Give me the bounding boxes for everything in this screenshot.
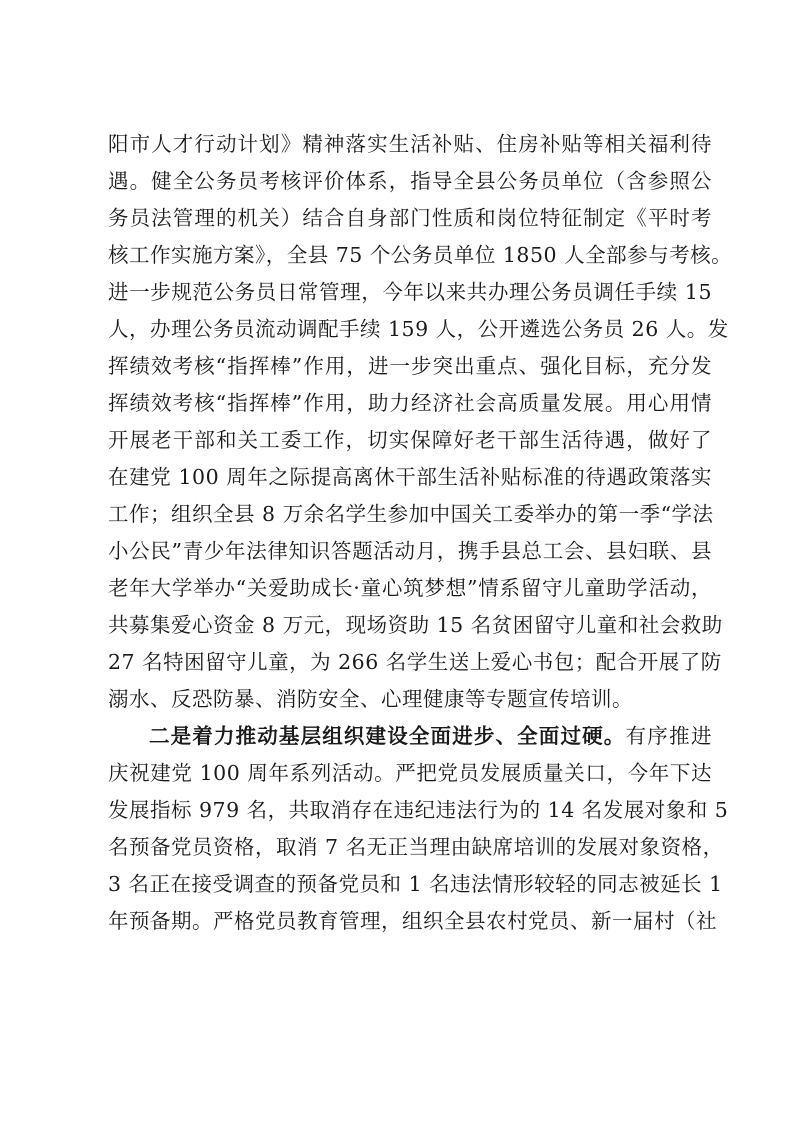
text-line: 在建党 100 周年之际提高离休干部生活补贴标准的待遇政策落实 <box>108 465 712 489</box>
text-line: 老年大学举办“关爱助成长·童心筑梦想”情系留守儿童助学活动， <box>108 576 712 600</box>
text-line: 挥绩效考核“指挥棒”作用，进一步突出重点、强化目标，充分发 <box>108 354 712 378</box>
text-line: 核工作实施方案》，全县 75 个公务员单位 1850 人全部参与考核。 <box>108 243 733 267</box>
text-line: 小公民”青少年法律知识答题活动月，携手县总工会、县妇联、县 <box>108 539 712 563</box>
text-line: 工作；组织全县 8 万余名学生参加中国关工委举办的第一季“学法 <box>108 502 714 526</box>
text-line: 挥绩效考核“指挥棒”作用，助力经济社会高质量发展。用心用情 <box>108 391 712 415</box>
text-line: 阳市人才行动计划》精神落实生活补贴、住房补贴等相关福利待 <box>108 132 712 156</box>
text-line: 共募集爱心资金 8 万元，现场资助 15 名贫困留守儿童和社会救助 <box>108 613 723 637</box>
section-heading: 二是着力推动基层组织建设全面进步、全面过硬。 <box>149 724 626 748</box>
text-line: 名预备党员资格，取消 7 名无正当理由缺席培训的发展对象资格， <box>108 835 724 859</box>
paragraph-2 <box>108 718 729 940</box>
paragraph-2-first-line <box>108 718 712 755</box>
text-line: 庆祝建党 100 周年系列活动。严把党员发展质量关口，今年下达 <box>108 761 712 785</box>
text-line: 开展老干部和关工委工作，切实保障好老干部生活待遇，做好了 <box>108 428 712 452</box>
text-line: 溺水、反恐防暴、消防安全、心理健康等专题宣传培训。 <box>108 687 633 711</box>
text-line: 3 名正在接受调查的预备党员和 1 名违法情形较轻的同志被延长 1 <box>108 872 723 896</box>
paragraph-1 <box>108 126 733 718</box>
text-line: 遇。健全公务员考核评价体系，指导全县公务员单位（含参照公 <box>108 169 712 193</box>
text-line: 进一步规范公务员日常管理，今年以来共办理公务员调任手续 15 <box>108 280 712 304</box>
text-line: 人，办理公务员流动调配手续 159 人，公开遴选公务员 26 人。发 <box>108 317 729 341</box>
text-line: 发展指标 979 名，共取消存在违纪违法行为的 14 名发展对象和 5 <box>108 798 729 822</box>
text-fragment: 有序推进 <box>625 724 713 748</box>
document-body <box>108 126 733 940</box>
text-line: 27 名特困留守儿童，为 266 名学生送上爱心书包；配合开展了防 <box>108 650 722 674</box>
text-line: 务员法管理的机关）结合自身部门性质和岗位特征制定《平时考 <box>108 206 712 230</box>
text-line: 年预备期。严格党员教育管理，组织全县农村党员、新一届村（社 <box>108 909 717 933</box>
